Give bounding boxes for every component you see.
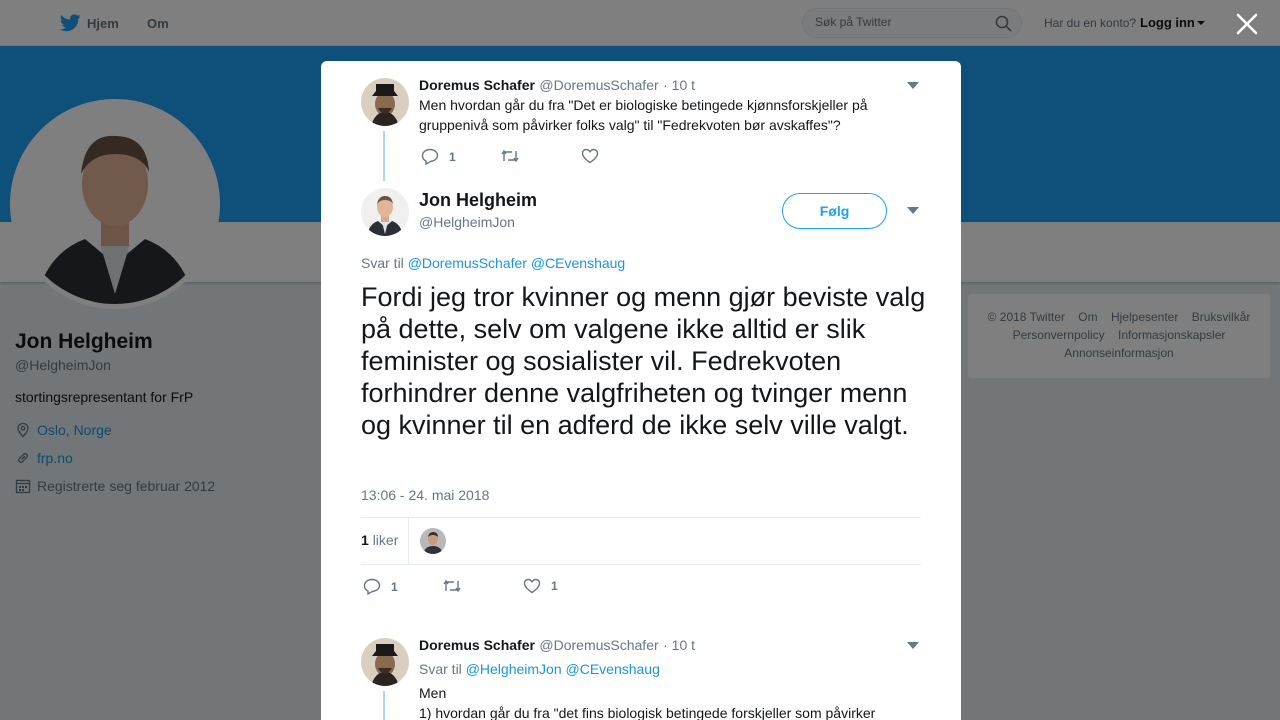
reply-tweet-header: [419, 637, 695, 655]
chevron-down-icon[interactable]: [907, 207, 919, 214]
parent-tweet-name[interactable]: Doremus Schafer: [419, 77, 535, 93]
likes-count: 1: [361, 532, 369, 548]
reply-to-label: Svar til: [419, 661, 462, 677]
reply-tweet-name[interactable]: Doremus Schafer: [419, 637, 535, 653]
tweet-modal: [321, 61, 961, 720]
reply-icon: [421, 148, 439, 165]
divider: [361, 564, 921, 565]
main-tweet-timestamp[interactable]: 13:06 - 24. mai 2018: [361, 487, 490, 503]
parent-tweet-header: [419, 77, 695, 95]
reply-to-mention-2[interactable]: @CEvenshaug: [565, 661, 660, 677]
parent-tweet-text: Men hvordan går du fra "Det er biologiske betingede kjønnsforskjeller på gruppenivå som påvirker folks valg" til "Fedrekvoten bør avskaffes"?: [419, 97, 868, 133]
heart-icon: [523, 578, 541, 594]
divider: [408, 517, 409, 564]
main-reply-count: 1: [391, 579, 398, 594]
retweet-icon[interactable]: [442, 578, 462, 594]
chevron-down-icon[interactable]: [907, 642, 919, 649]
reply-to-mention-2[interactable]: @CEvenshaug: [530, 255, 626, 271]
reply-tweet-text-line-2: 1) hvordan går du fra "det fins biologisk betingede forskjeller som påvirker: [419, 705, 876, 720]
reply-tweet-text-line-1: Men: [419, 685, 447, 701]
thread-line: [383, 691, 385, 720]
main-tweet-avatar[interactable]: [361, 188, 409, 236]
likes-label: liker: [372, 532, 399, 548]
parent-reply-count: 1: [449, 149, 456, 164]
likes-summary[interactable]: [361, 532, 398, 548]
main-tweet-text: Fordi jeg tror kvinner og menn gjør beviste valg på dette, selv om valgene ikke alltid er slik feminister og sosialister vil. Fedrekvoten forhindrer denne valgfriheten og tvinger menn og kvinner til en adferd de ikke selv ville valgt.: [361, 282, 926, 440]
divider: [361, 517, 921, 518]
reply-tweet-avatar[interactable]: [361, 638, 409, 686]
main-reply-action[interactable]: [363, 578, 398, 595]
main-tweet-handle[interactable]: @HelgheimJon: [419, 214, 515, 230]
heart-icon[interactable]: [581, 148, 599, 164]
thread-line: [383, 131, 385, 181]
close-icon[interactable]: [1234, 11, 1260, 37]
reply-tweet-handle[interactable]: @DoremusSchafer: [539, 637, 659, 653]
reply-to-label: Svar til: [361, 255, 404, 271]
reply-icon: [363, 578, 381, 595]
reply-to-mention-1[interactable]: @HelgheimJon: [465, 661, 562, 677]
follow-button[interactable]: Følg: [782, 193, 887, 229]
chevron-down-icon[interactable]: [907, 82, 919, 89]
main-like-action[interactable]: [523, 578, 558, 594]
main-reply-to: [361, 255, 625, 271]
reply-to-mention-1[interactable]: @DoremusSchafer: [407, 255, 527, 271]
parent-tweet-time[interactable]: · 10 t: [663, 77, 696, 93]
reply-tweet-time[interactable]: · 10 t: [663, 637, 696, 653]
liker-avatar[interactable]: [420, 528, 446, 554]
reply-tweet-reply-to: [419, 661, 660, 677]
parent-tweet-handle[interactable]: @DoremusSchafer: [539, 77, 659, 93]
retweet-icon[interactable]: [500, 148, 520, 164]
parent-tweet-avatar[interactable]: [361, 78, 409, 126]
parent-reply-action[interactable]: [421, 148, 456, 165]
main-like-count: 1: [551, 579, 558, 593]
main-tweet-name[interactable]: Jon Helgheim: [419, 190, 538, 210]
